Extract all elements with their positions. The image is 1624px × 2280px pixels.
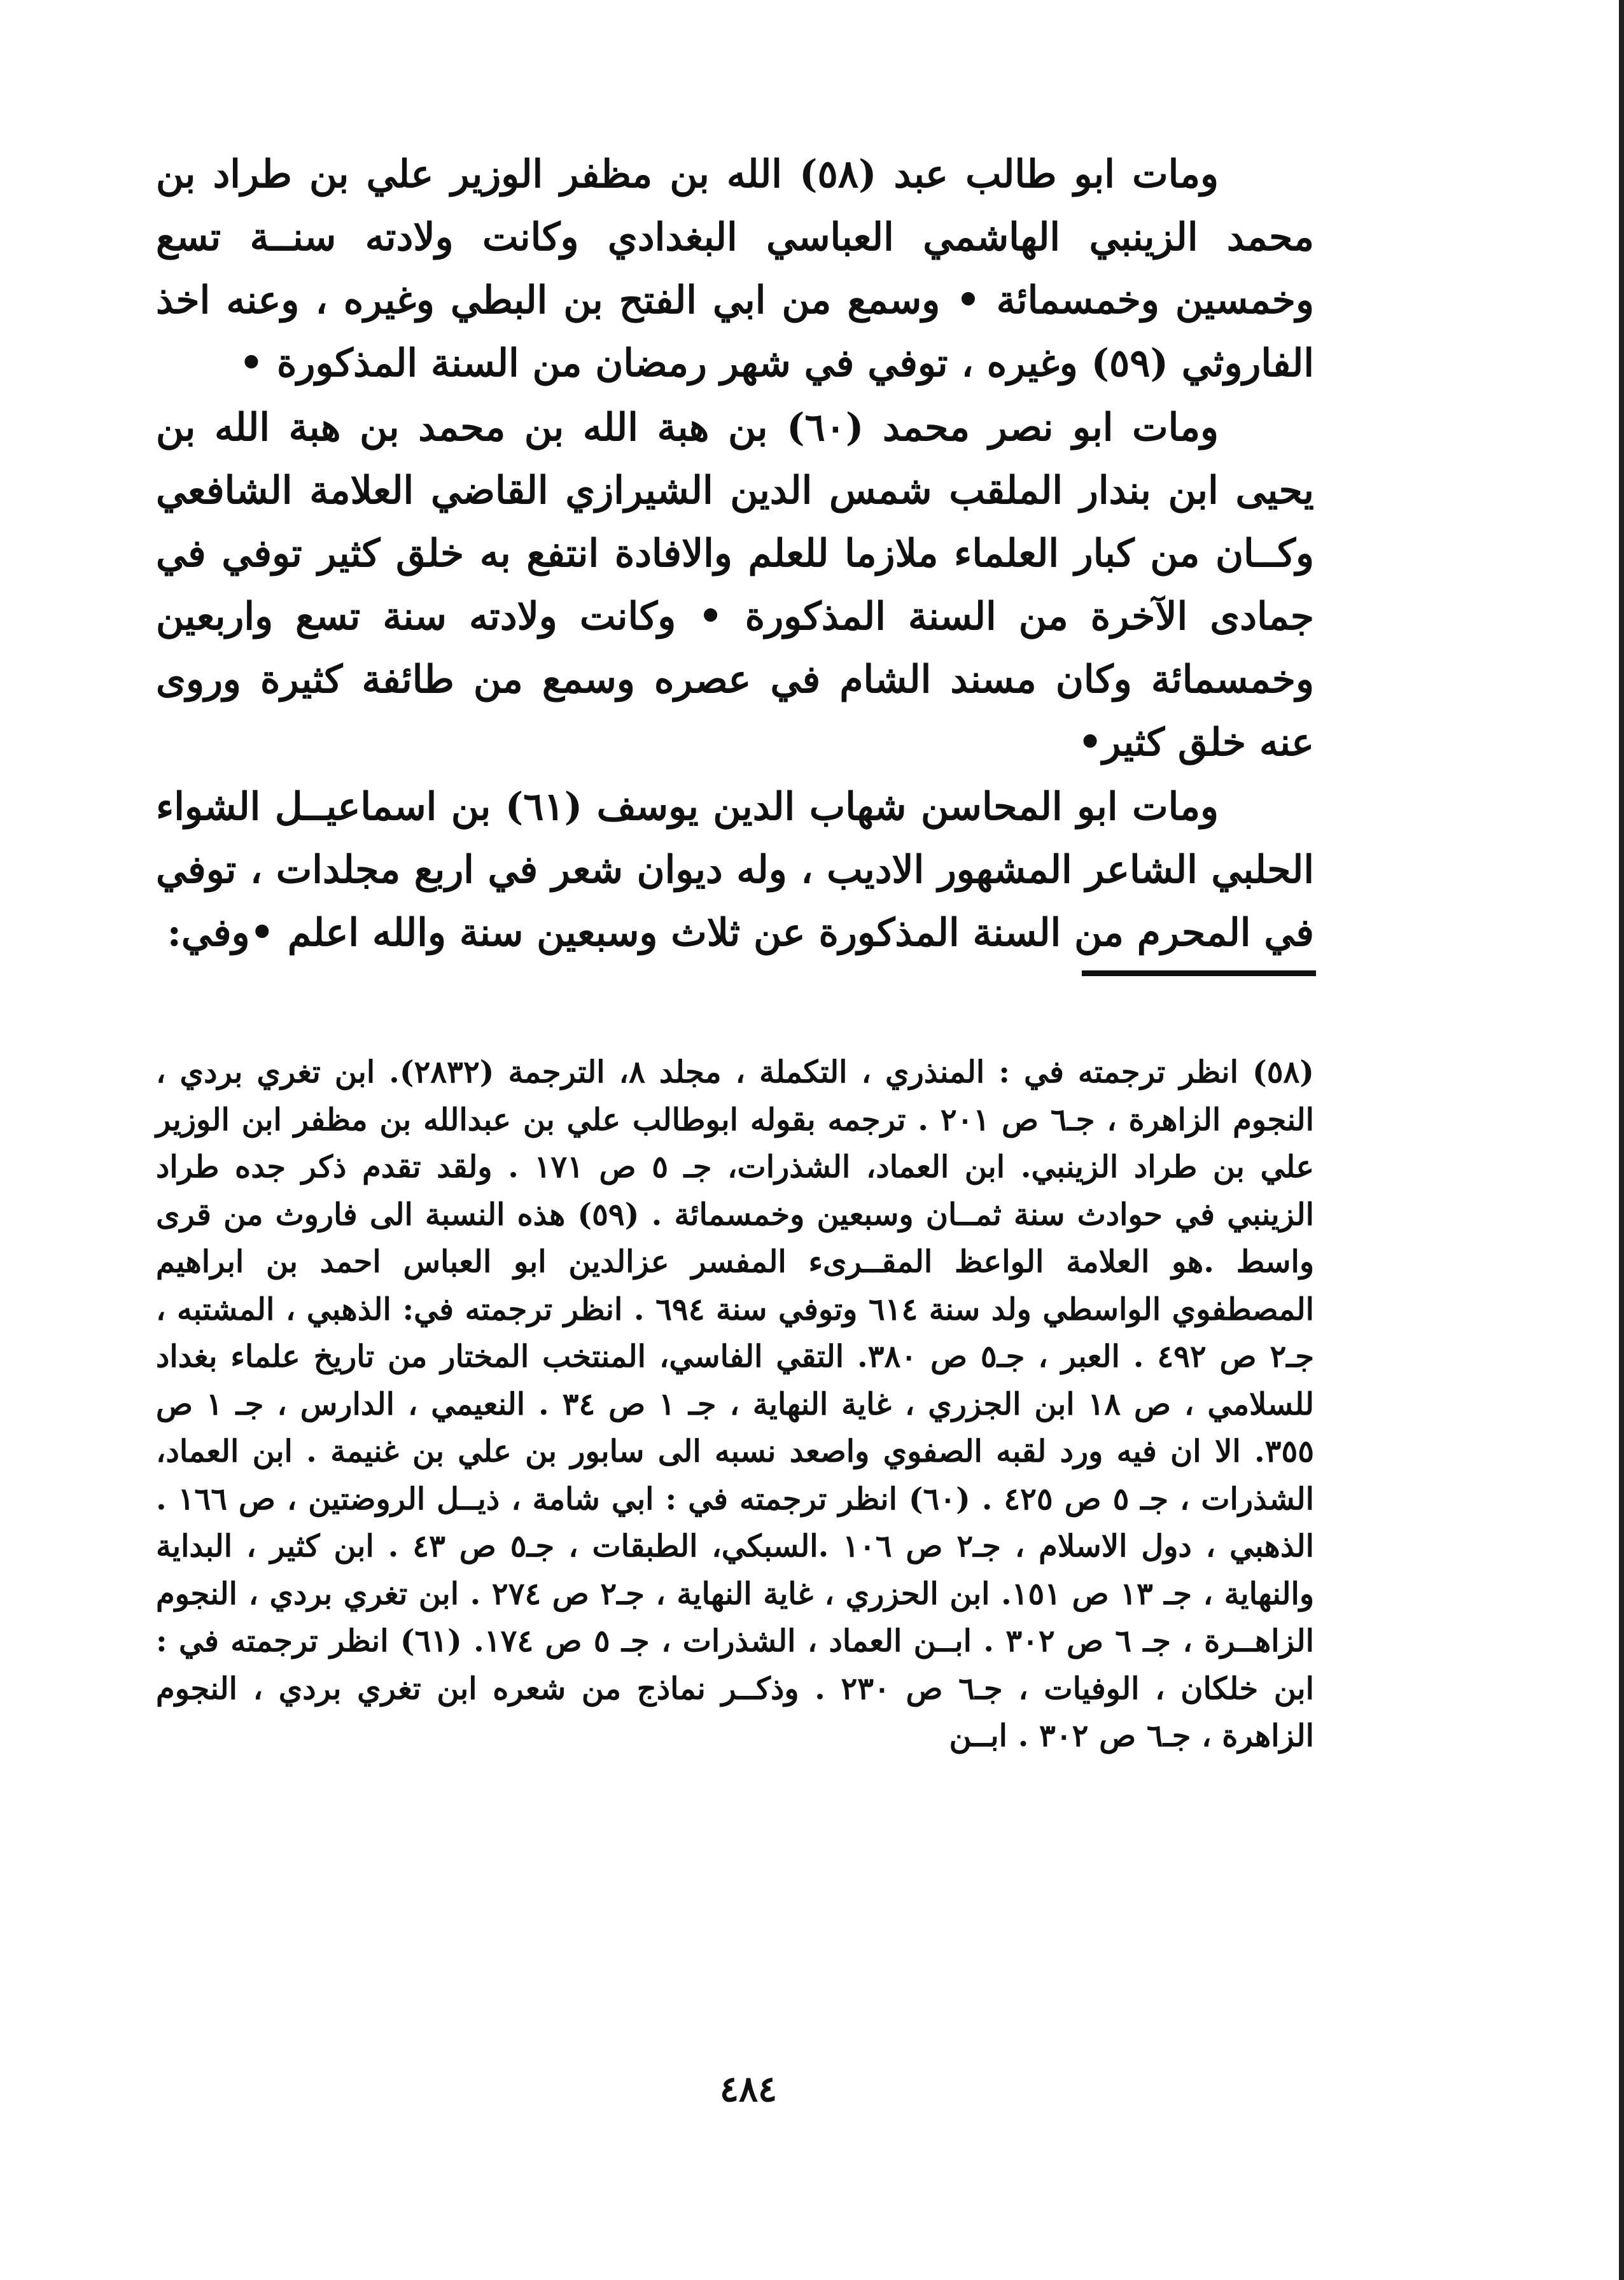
footnote-separator (1082, 970, 1316, 976)
page-edge (1619, 0, 1624, 2280)
paragraph-2: ومات ابو نصر محمد (٦٠) بن هبة الله بن محمد بن هبة الله بن يحيى ابن بندار الملقب شمس الدين الشيرازي القاضي العلامة الشافعي وكــان من كبار العلماء ملازما للعلم والافادة انتفع به خلق كثير توفي في جمادى الآخرة من السنة المذكورة • وكانت ولادته سنة تسع واربعين وخمسمائة وكان مسند الشام في عصره وسمع من طائفة كثيرة وروى عنه خلق كثير• (156, 405, 1314, 765)
footnotes-text: (٥٨) انظر ترجمته في : المنذري ، التكملة ، مجلد ٨، الترجمة (٢٨٣٢). ابن تغري بردي ، النجوم الزاهرة ، جـ٦ ص ٢٠١ . ترجمه بقوله ابوطالب علي بن عبدالله بن مظفر ابن الوزير علي بن طراد الزينبي. ابن العماد، الشذرات، جـ ٥ ص ١٧١ . ولقد تقدم ذكر جده طراد الزينبي في حوادث سنة ثمــان وسبعين وخمسمائة . (٥٩) هذه النسبة الى فاروث من قرى واسط .هو العلامة الواعظ المقــرىء المفسر عزالدين ابو العباس احمد بن ابراهيم المصطفوي الواسطي ولد سنة ٦١٤ وتوفي سنة ٦٩٤ . انظر ترجمته في: الذهبي ، المشتبه ، جـ٢ ص ٤٩٢ . العبر ، جـ٥ ص ٣٨٠. التقي الفاسي، المنتخب المختار من تاريخ علماء بغداد للسلامي ، ص ١٨ ابن الجزري ، غاية النهاية ، جـ ١ ص ٣٤ . النعيمي ، الدارس ، جـ ١ ص ٣٥٥. الا ان فيه ورد لقبه الصفوي واصعد نسبه الى سابور بن علي بن غنيمة . ابن العماد، الشذرات ، جـ ٥ ص ٤٢٥ . (٦٠) انظر ترجمته في : ابي شامة ، ذيــل الروضتين ، ص ١٦٦ . الذهبي ، دول الاسلام ، جـ٢ ص ١٠٦ .السبكي، الطبقات ، جـ٥ ص ٤٣ . ابن كثير ، البداية والنهاية ، جـ ١٣ ص ١٥١. ابن الحزري ، غاية النهاية ، جـ٢ ص ٢٧٤ . ابن تغري بردي ، النجوم الزاهــرة ، جـ ٦ ص ٣٠٢ . ابــن العماد ، الشذرات ، جـ ٥ ص ١٧٤. (٦١) انظر ترجمته في : ابن خلكان ، الوفيات ، جـ٦ ص ٢٣٠ . وذكــر نماذج من شعره ابن تغري بردي ، النجوم الزاهرة ، جـ٦ ص ٣٠٢ . ابــن (156, 1054, 1315, 1754)
paragraph-3: ومات ابو المحاسن شهاب الدين يوسف (٦١) بن اسماعيــل الشواء الحلبي الشاعر المشهور الاديب ، وله ديوان شعر في اربع مجلدات ، توفي في المحرم من السنة المذكورة عن ثلاث وسبعين سنة والله اعلم •وفي: (156, 785, 1314, 955)
main-text (156, 143, 1314, 965)
footnotes (156, 1049, 1314, 1760)
paragraph-1: ومات ابو طالب عبد (٥٨) الله بن مظفر الوزير علي بن طراد بن محمد الزينبي الهاشمي العباسي البغدادي وكانت ولادته سنــة تسع وخمسين وخمسمائة • وسمع من ابي الفتح بن البطي وغيره ، وعنه اخذ الفاروثي (٥٩) وغيره ، توفي في شهر رمضان من السنة المذكورة • (156, 152, 1314, 386)
page-number: ٤٨٤ (719, 2068, 778, 2110)
